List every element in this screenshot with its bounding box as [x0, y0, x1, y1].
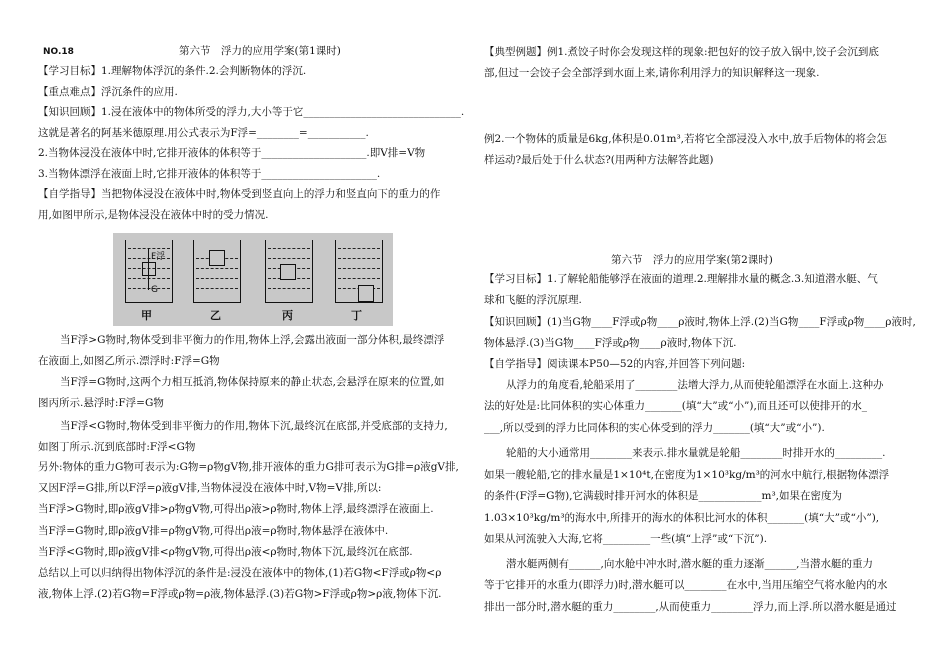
ship-1b: 法的好处是:比同体积的实心体重力_______(填“大”或“小”),而且还可以使排开的水_: [484, 400, 868, 412]
key-points: 【重点难点】浮沉条件的应用.: [38, 86, 178, 98]
ship-2c: 的条件(F浮=G物),它满载时排开河水的体积是____________m³,如果在密度为: [484, 490, 843, 502]
review-1b: 这就是著名的阿基米德原理.用公式表示为F浮=________=___________.: [38, 127, 369, 139]
para-1b: 在液面上,如图乙所示.漂浮时:F浮=G物: [38, 355, 220, 367]
example-1b: 部,但过一会饺子会全部浮到水面上来,请你利用浮力的知识解释这一现象.: [484, 67, 820, 79]
beaker-b: [193, 240, 241, 303]
figure-label-d: 丁: [351, 309, 362, 322]
para-8: 当F浮<G物时,即ρ液gV排<ρ物gV物,可得出ρ液<ρ物时,物体下沉,最终沉在底部.: [38, 546, 413, 558]
ship-1c: ___,所以受到的浮力比同体积的实心体受到的浮力_______(填“大”或“小”).: [484, 422, 825, 434]
example-1a: 【典型例题】例1.煮饺子时你会发现这样的现象:把包好的饺子放入锅中,饺子会沉到底: [484, 46, 879, 58]
buoyancy-figure: [113, 233, 393, 326]
para-10: 液,物体上浮.(2)若G物=F浮或ρ物=ρ液,物体悬浮.(3)若G物>F浮或ρ物>ρ液,物体下沉.: [38, 588, 442, 600]
para-3b: 如图丁所示.沉到底部时:F浮<G物: [38, 441, 196, 453]
object-block-b: [209, 250, 225, 266]
figure-label-a: 甲: [141, 309, 152, 322]
object-block-a: [142, 262, 156, 276]
beaker-c: [265, 240, 313, 303]
sub-3b: 等于它排开的水重力(即浮力)时,潜水艇可以________在水中,当用压缩空气将水舱内的水: [484, 579, 888, 591]
beaker-a: [125, 240, 173, 303]
para-7: 当F浮=G物时,即ρ液gV排=ρ物gV物,可得出ρ液=ρ物时,物体悬浮在液体中.: [38, 525, 389, 537]
object-block-c: [280, 264, 296, 280]
ship-2a: 轮船的大小通常用________来表示.排水量就是轮船________时排开水的_________.: [506, 447, 886, 459]
force-arrow: [148, 248, 149, 290]
example-2a: 例2.一个物体的质量是6kg,体积是0.01m³,若将它全部浸没入水中,放手后物体的将会怎: [484, 133, 887, 145]
learning-goal: 【学习目标】1.理解物体浮沉的条件.2.会判断物体的浮沉.: [38, 65, 307, 77]
ship-2b: 如果一艘轮船,它的排水量是1×10⁴t,在密度为1×10³kg/m³的河水中航行,根据物体漂浮: [484, 469, 890, 481]
para-1a: 当F浮>G物时,物体受到非平衡力的作用,物体上浮,会露出液面一部分体积,最终漂浮: [60, 334, 445, 346]
sub-3c: 排出一部分时,潜水艇的重力________,从而使重力________浮力,而上浮.所以潜水艇是通过: [484, 601, 897, 613]
para-2a: 当F浮=G物时,这两个力相互抵消,物体保持原来的静止状态,会悬浮在原来的位置,如: [60, 376, 445, 388]
figure-label-b: 乙: [210, 309, 221, 322]
para-5: 又因F浮=G排,所以F浮=ρ液gV排,当物体浸没在液体中时,V物=V排,所以:: [38, 482, 382, 494]
lesson-title-2: 第六节 浮力的应用学案(第2课时): [611, 254, 773, 266]
figure-label-c: 丙: [282, 309, 293, 322]
gravity-label: G: [151, 285, 158, 295]
goal-2b: 球和飞艇的浮沉原理.: [484, 294, 582, 306]
beaker-d: [335, 240, 383, 303]
doc-number: NO.18: [43, 47, 74, 57]
object-block-d: [358, 285, 374, 302]
example-2b: 样运动?最后处于什么状态?(用两种方法解答此题): [484, 154, 714, 166]
para-3a: 当F浮<G物时,物体受到非平衡力的作用,物体下沉,最终沉在底部,并受底部的支持力,: [60, 420, 448, 432]
para-2b: 图丙所示.悬浮时:F浮=G物: [38, 397, 164, 409]
para-6: 当F浮>G物时,即ρ液gV排>ρ物gV物,可得出ρ液>ρ物时,物体上浮,最终漂浮在液面上.: [38, 503, 434, 515]
review2-a: 【知识回顾】(1)当G物____F浮或ρ物____ρ液时,物体上浮.(2)当G物____F浮或ρ物____ρ液时,: [484, 316, 916, 328]
guide-line-1: 【自学指导】当把物体浸没在液体中时,物体受到竖直向上的浮力和竖直向下的重力的作: [38, 188, 441, 200]
ship-2e: 如果从河流驶入大海,它将_________一些(填“上浮”或“下沉”).: [484, 533, 768, 545]
para-9: 总结以上可以归纳得出物体浮沉的条件是:浸没在液体中的物体,(1)若G物<F浮或ρ物<ρ: [38, 567, 442, 579]
guide-2: 【自学指导】阅读课本P50—52的内容,并回答下列问题:: [484, 358, 746, 370]
review-1: 【知识回顾】1.浸在液体中的物体所受的浮力,大小等于它______________________________.: [38, 106, 465, 118]
sub-3a: 潜水艇两侧有______,向水舱中冲水时,潜水艇的重力逐渐______,当潜水艇的重力: [506, 558, 874, 570]
goal-2a: 【学习目标】1.了解轮船能够浮在液面的道理.2.理解排水量的概念.3.知道潜水艇、气: [484, 273, 878, 285]
ship-1a: 从浮力的角度看,轮船采用了________法增大浮力,从而使轮船漂浮在水面上.这种办: [506, 379, 884, 391]
lesson-title-1: 第六节 浮力的应用学案(第1课时): [179, 45, 341, 57]
para-4: 另外:物体的重力G物可表示为:G物=ρ物gV物,排开液体的重力G排可表示为G排=ρ液gV排,: [38, 461, 459, 473]
buoyancy-label: F浮: [151, 252, 166, 262]
review2-b: 物体悬浮.(3)当G物____F浮或ρ物____ρ液时,物体下沉.: [484, 337, 737, 349]
ship-2d: 1.03×10³kg/m³的海水中,所排开的海水的体积比河水的体积_______(填“大”或“小”),: [484, 512, 880, 524]
review-3: 3.当物体漂浮在液面上时,它排开液体的体积等于______________________.: [38, 168, 381, 180]
review-2: 2.当物体浸没在液体中时,它排开液体的体积等于____________________.即V排=V物: [38, 147, 426, 159]
guide-line-2: 用,如图甲所示,是物体浸没在液体中时的受力情况.: [38, 209, 269, 221]
